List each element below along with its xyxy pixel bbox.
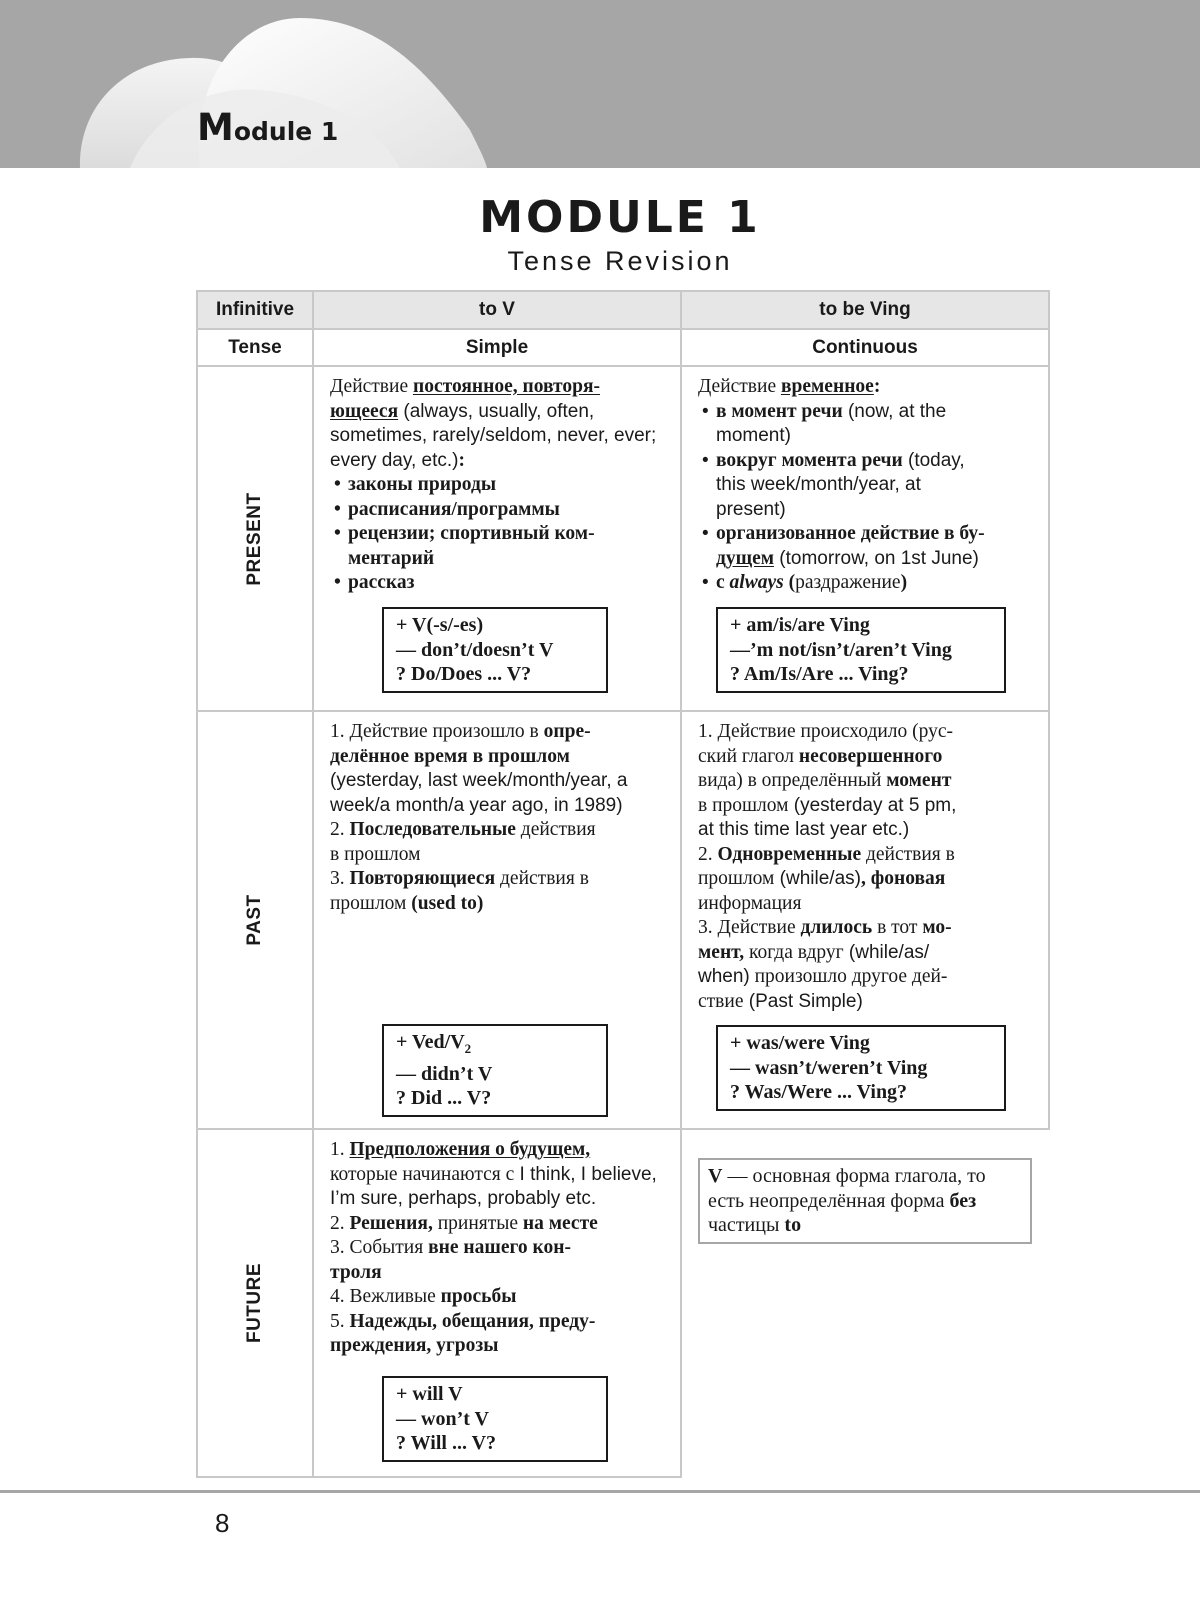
cell-present-simple: Действие постоянное, повторя- ющееся (always, usually, often, sometimes, rarely/seldom, never, ever; every day, etc.): • законы природы • расписания/программы • рецензии; спортивный ком- ментарий • рассказ + V(-s/-es) — don’t/doesn’t V ? Do/Does ... V? — [313, 366, 681, 711]
list-item: • с always (раздражение) — [698, 571, 1038, 596]
list-item: • в момент речи (now, at the moment) — [698, 400, 1038, 449]
cell-future-simple: 1. Предположения о будущем, которые начинаются с I think, I believe, I’m sure, perhaps, probably etc. 2. Решения, принятые на месте 3. События вне нашего кон- троля 4. Вежливые просьбы 5. Надежды, обещания, преду- преждения, угрозы + will V — won’t V ? Will ... V? — [313, 1129, 681, 1477]
header-simple: Simple — [313, 329, 681, 366]
formula-box-past-continuous: + was/were Ving — wasn’t/weren’t Ving ? Was/Were ... Ving? — [716, 1025, 1006, 1111]
tense-table — [196, 290, 1050, 1478]
formula-box-past-simple: + Ved/$V_2$ — didn’t V ? Did ... V? — [382, 1024, 608, 1117]
page-number: 8 — [215, 1508, 230, 1538]
cell-past-continuous: 1. Действие происходило (рус- ский глагол несовершенного вида) в определённый момент в прошлом (yesterday at 5 pm, at this time last year etc.) 2. Одновременные действия в прошлом (while/as), фоновая информация 3. Действие длилось в тот мо- мент, когда вдруг (while/as/ when) произошло другое дей- ствие (Past Simple) + was/were Ving — wasn’t/weren’t Ving ? Was/Were ... Ving? — [681, 711, 1049, 1129]
list-item: • вокруг момента речи (today, this week/month/year, at present) — [698, 449, 1038, 523]
list-item: • расписания/программы — [330, 498, 670, 523]
formula-box-future-simple: + will V — won’t V ? Will ... V? — [382, 1376, 608, 1462]
header-petal-decoration — [0, 0, 1200, 168]
list-item: • организованное действие в бу- дущем (tomorrow, on 1st June) — [698, 522, 1038, 571]
row-label-present: PRESENT — [197, 366, 313, 711]
footer-divider — [0, 1490, 1200, 1493]
row-label-future: FUTURE — [197, 1129, 313, 1477]
row-label-past: PAST — [197, 711, 313, 1129]
table-row-present — [197, 366, 1049, 711]
table-row — [197, 291, 1049, 329]
page-header — [0, 0, 1200, 168]
header-tense: Tense — [197, 329, 313, 366]
header-to-v: to V — [313, 291, 681, 329]
cell-past-simple: 1. Действие произошло в опре- делённое время в прошлом (yesterday, last week/month/year, a week/a month/a year ago, in 1989) 2. Последовательные действия в прошлом 3. Повторяющиеся действия в прошлом (used to) + Ved/$V_2$ — didn’t V ? Did ... V? — [313, 711, 681, 1129]
cell-present-continuous: Действие временное: • в момент речи (now, at the moment) • вокруг момента речи (today, this week/month/year, at present) • организованное действие в бу- дущем (tomorrow, on 1st June) • с always (раздражение) + am/is/are Ving —’m not/isn’t/aren’t Ving ? Am/Is/Are ... Ving? — [681, 366, 1049, 711]
page-title: MODULE 1 — [479, 192, 761, 243]
table-row — [197, 329, 1049, 366]
header-infinitive: Infinitive — [197, 291, 313, 329]
formula-box-present-simple: + V(-s/-es) — don’t/doesn’t V ? Do/Does ... V? — [382, 607, 608, 693]
formula-box-present-continuous: + am/is/are Ving —’m not/isn’t/aren’t Ving ? Am/Is/Are ... Ving? — [716, 607, 1006, 693]
list-item: • рецензии; спортивный ком- ментарий — [330, 522, 670, 571]
list-item: • законы природы — [330, 473, 670, 498]
header-to-be-ving: to be Ving — [681, 291, 1049, 329]
header-module-label: Module 1 — [197, 106, 339, 149]
table-row-past — [197, 711, 1049, 1129]
note-box: V — основная форма глагола, то есть неопределённая форма без частицы to — [698, 1158, 1032, 1244]
header-continuous: Continuous — [681, 329, 1049, 366]
page-subtitle: Tense Revision — [507, 246, 733, 276]
list-item: • рассказ — [330, 571, 670, 596]
